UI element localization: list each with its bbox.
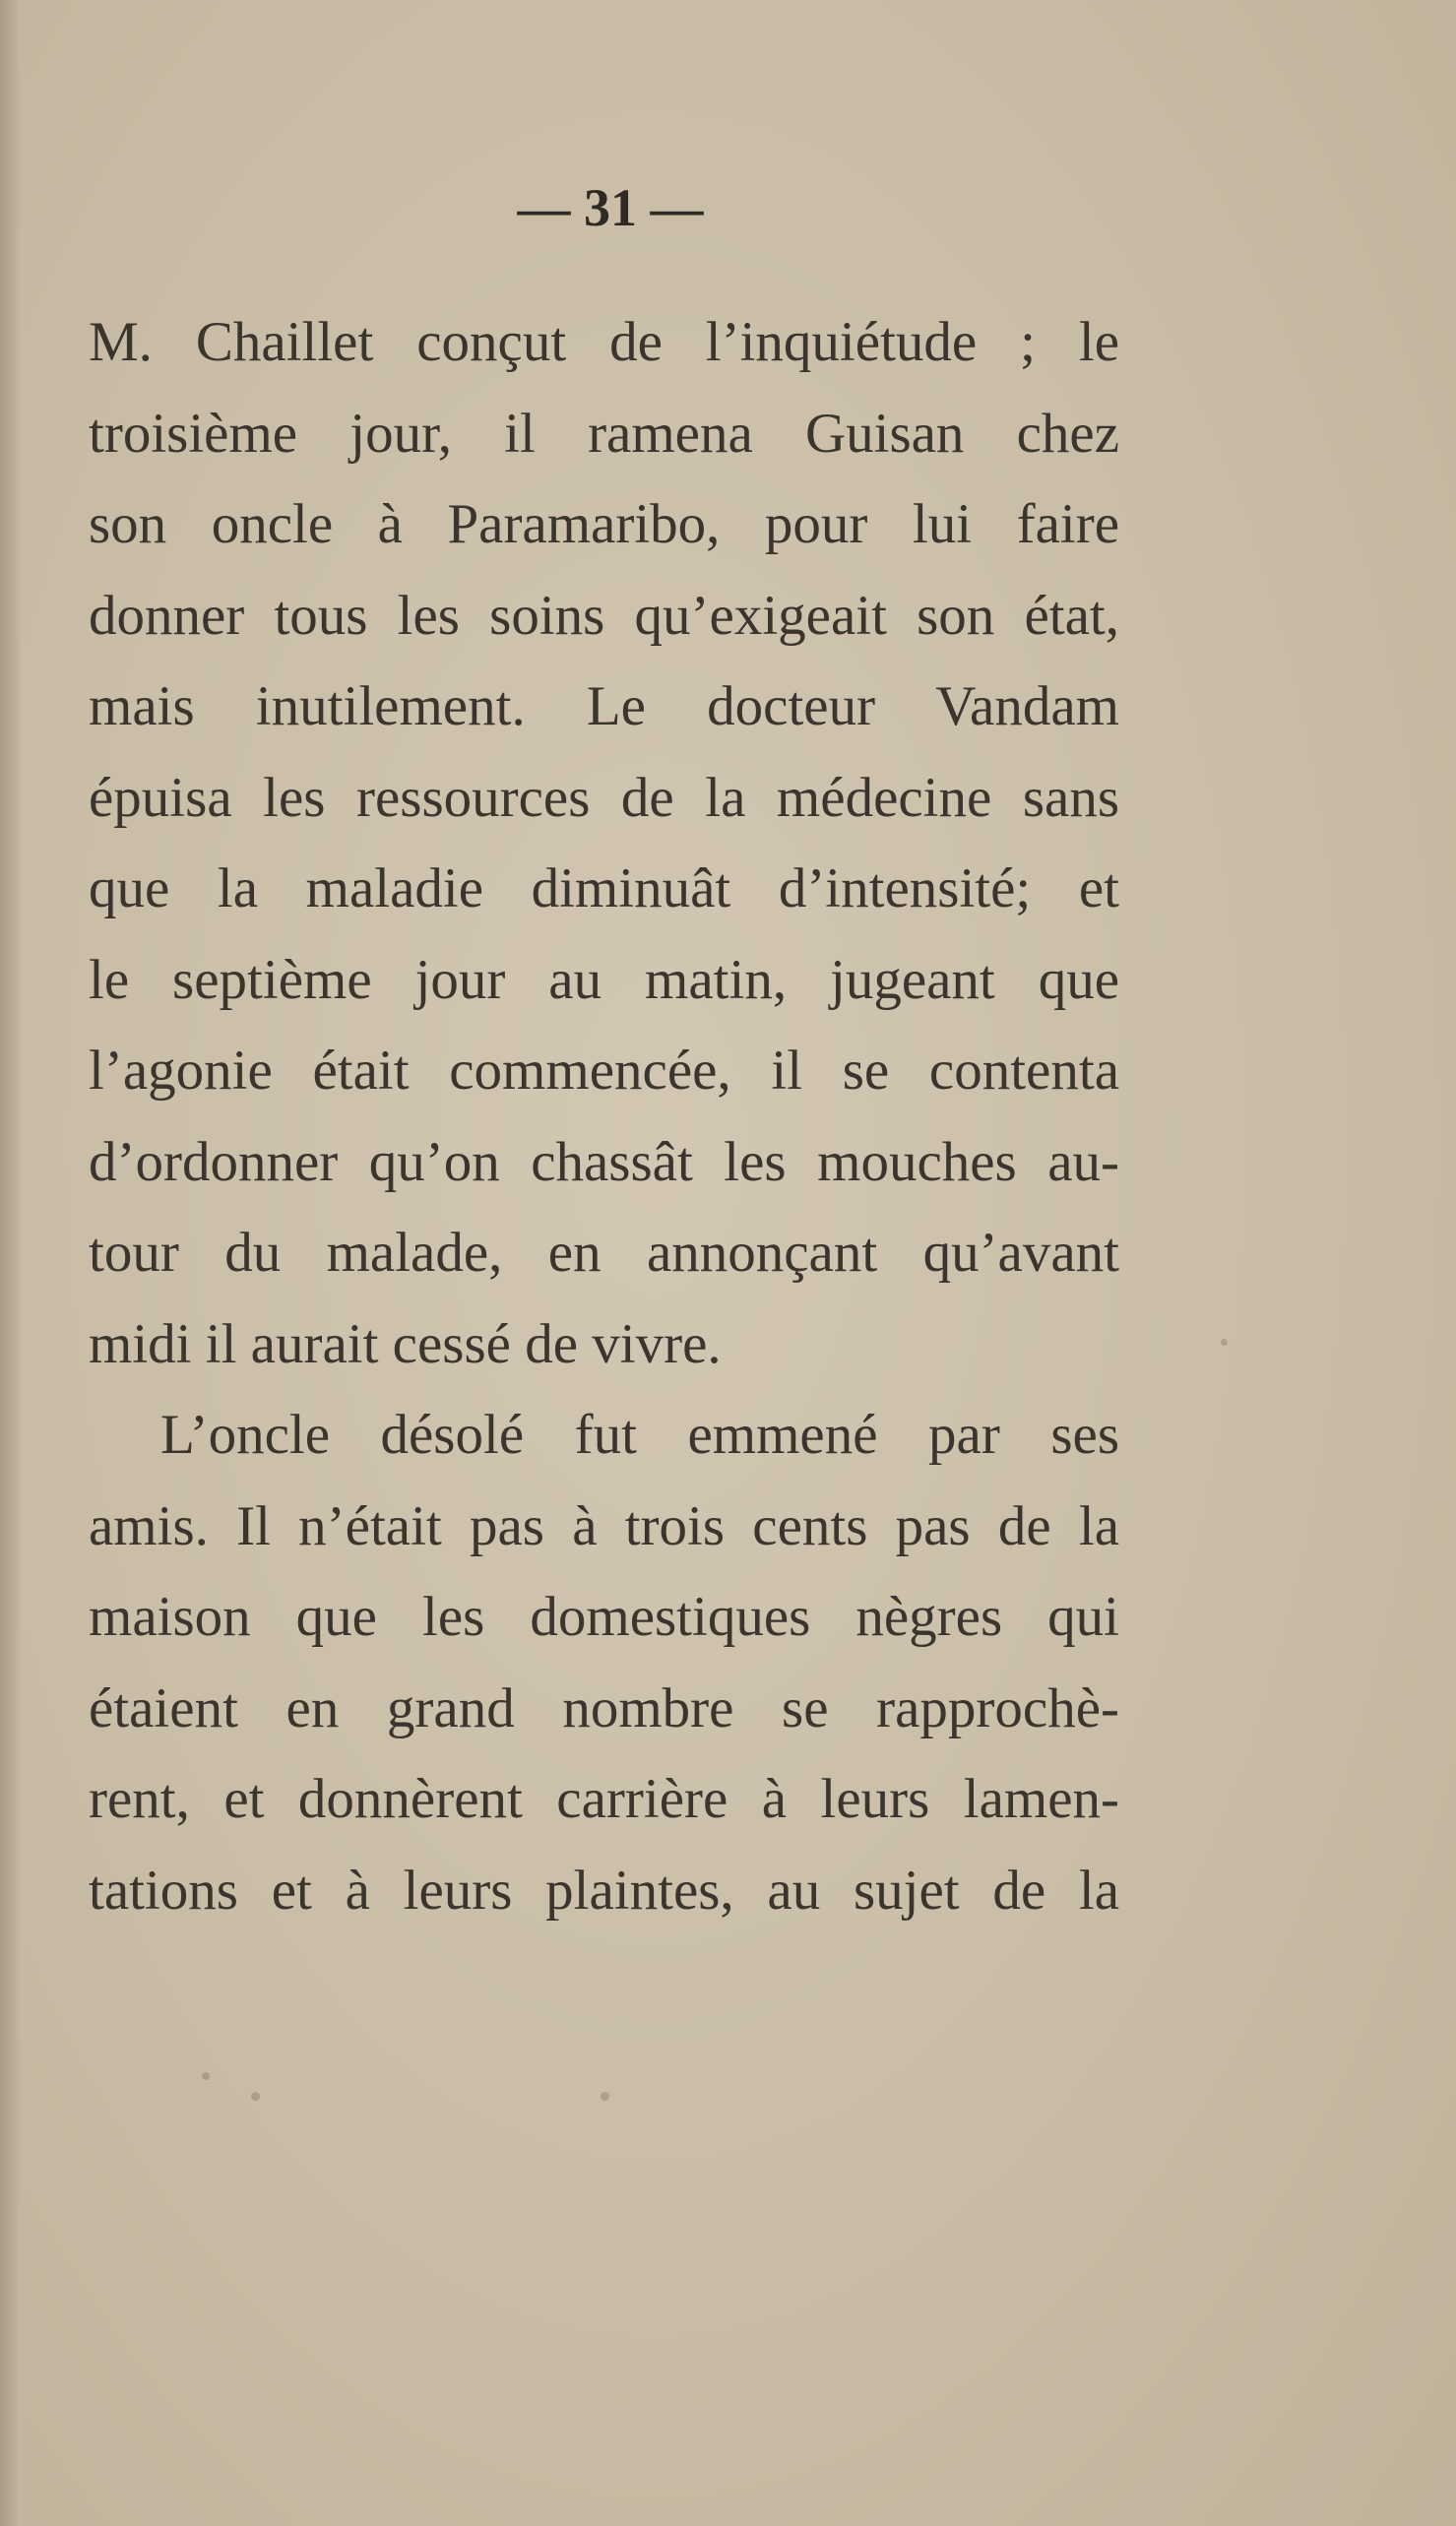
text-line: M. Chaillet conçut de l’inquiétude ; le [89, 311, 1119, 373]
text-line: l’agonie était commencée, il se contenta [89, 1040, 1119, 1102]
paper-speck [202, 2072, 210, 2080]
text-line: étaient en grand nombre se rapprochè- [89, 1676, 1119, 1739]
page-number: — 31 — [517, 178, 704, 237]
paper-speck [251, 2092, 260, 2101]
text-line: épuisa les ressources de la médecine sans [89, 766, 1119, 829]
text-line: d’ordonner qu’on chassât les mouches au- [89, 1130, 1119, 1193]
text-line: le septième jour au matin, jugeant que [89, 948, 1119, 1011]
text-line: donner tous les soins qu’exigeait son état, [89, 584, 1119, 647]
text-line-paragraph-end: midi il aurait cessé de vivre. [89, 1312, 722, 1375]
paper-speck [601, 2092, 609, 2101]
text-line: tour du malade, en annonçant qu’avant [89, 1222, 1119, 1284]
text-line: mais inutilement. Le docteur Vandam [89, 675, 1119, 737]
text-line: son oncle à Paramaribo, pour lui faire [89, 493, 1119, 555]
text-line-paragraph-start: L’oncle désolé fut emmené par ses [160, 1404, 1119, 1466]
text-line: que la maladie diminuât d’intensité; et [89, 857, 1119, 919]
text-line: troisième jour, il ramena Guisan chez [89, 402, 1119, 465]
text-line: maison que les domestiques nègres qui [89, 1586, 1119, 1648]
text-line: tations et à leurs plaintes, au sujet de la [89, 1859, 1119, 1922]
text-line: rent, et donnèrent carrière à leurs lamen- [89, 1768, 1119, 1830]
text-line: amis. Il n’était pas à trois cents pas de la [89, 1494, 1119, 1557]
page-edge-shadow [0, 0, 22, 2526]
body-text [89, 297, 1119, 1936]
paper-speck [1221, 1339, 1228, 1346]
